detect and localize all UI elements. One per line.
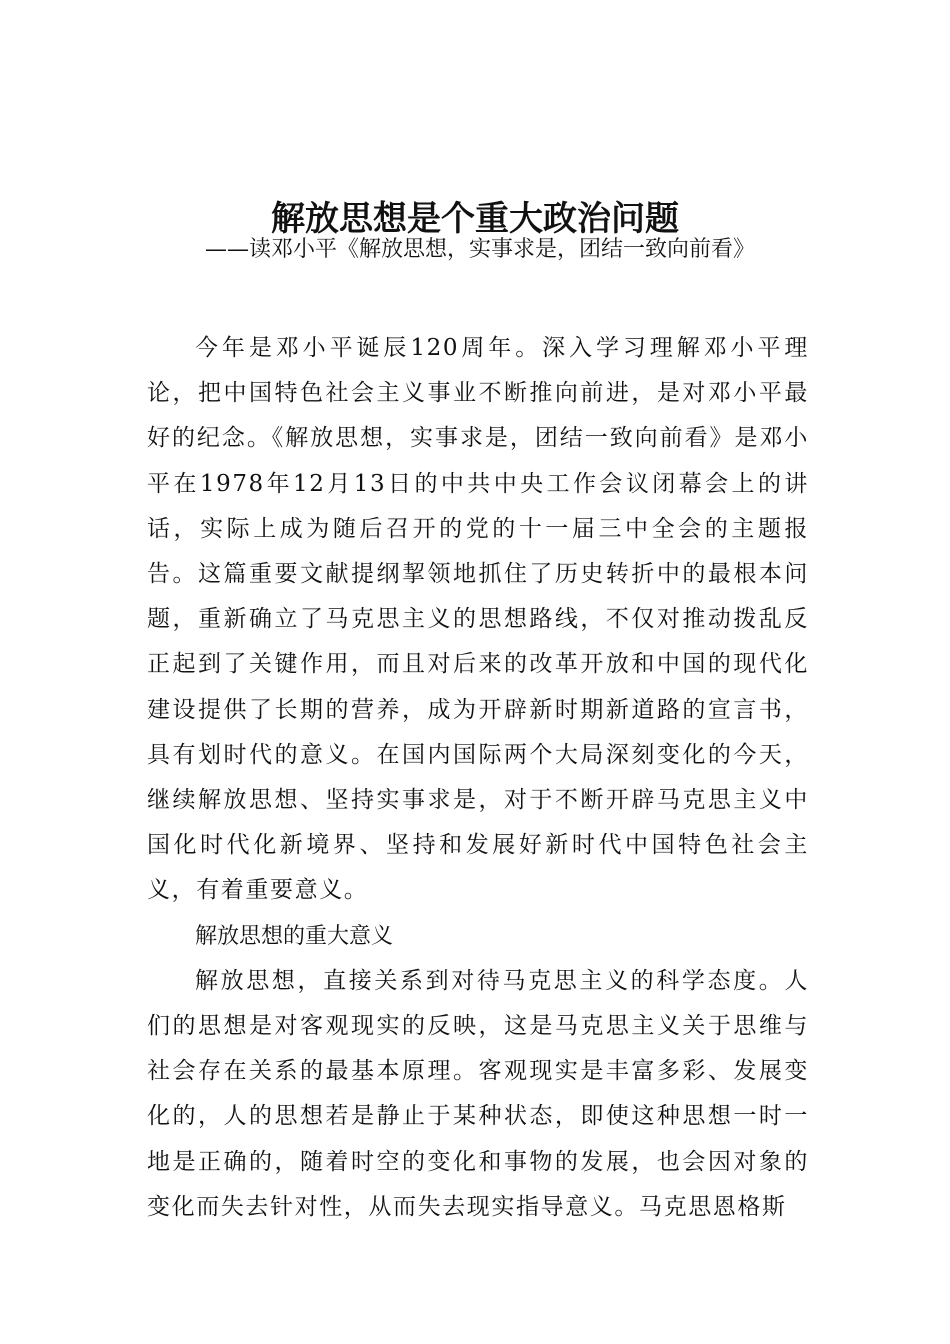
document-subtitle: ——读邓小平《解放思想，实事求是，团结一致向前看》 (204, 237, 755, 262)
document-body (147, 326, 809, 1230)
section-paragraph: 解放思想，直接关系到对待马克思主义的科学态度。人们的思想是对客观现实的反映，这是马克思主义关于思维与社会存在关系的最基本原理。客观现实是丰富多彩、发展变化的，人的思想若是静止于某种状态，即使这种思想一时一地是正确的，随着时空的变化和事物的发展，也会因对象的变化而失去针对性，从而失去现实指导意义。马克思恩格斯 (147, 967, 809, 1220)
intro-paragraph: 今年是邓小平诞辰120周年。深入学习理解邓小平理论，把中国特色社会主义事业不断推向前进，是对邓小平最好的纪念。《解放思想，实事求是，团结一致向前看》是邓小平在1978年12月13日的中共中央工作会议闭幕会上的讲话，实际上成为随后召开的党的十一届三中全会的主题报告。这篇重要文献提纲挈领地抓住了历史转折中的最根本问题，重新确立了马克思主义的思想路线，不仅对推动拨乱反正起到了关键作用，而且对后来的改革开放和中国的现代化建设提供了长期的营养，成为开辟新时期新道路的宣言书，具有划时代的意义。在国内国际两个大局深刻变化的今天，继续解放思想、坚持实事求是，对于不断开辟马克思主义中国化时代化新境界、坚持和发展好新时代中国特色社会主义，有着重要意义。 (147, 335, 809, 904)
section-heading: 解放思想的重大意义 (195, 923, 394, 949)
document-title: 解放思想是个重大政治问题 (271, 198, 679, 239)
